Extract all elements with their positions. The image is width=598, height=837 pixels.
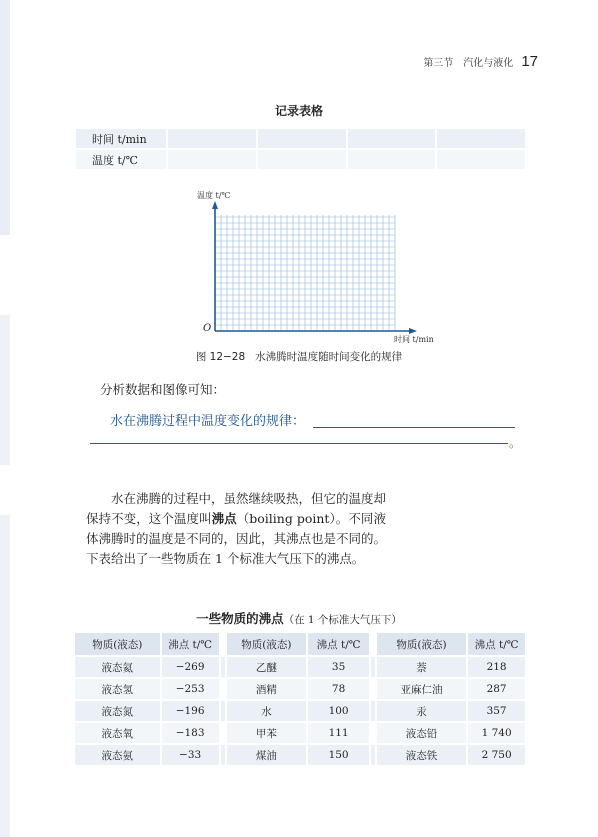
table-row [74, 700, 526, 722]
margin-stripe [0, 315, 10, 465]
body-paragraph [86, 489, 386, 569]
row-label-time: 时间 t/min [75, 128, 167, 149]
section-title: 第三节 汽化与液化 [423, 58, 514, 69]
x-axis-arrow [409, 328, 417, 334]
table-title-note: （在 1 个标准大气压下） [283, 614, 402, 626]
paragraph-text: 水在沸腾的过程中，虽然继续吸热，但它的温度却保持不变，这个温度叫 [86, 491, 387, 526]
figure-number: 图 12−28 [195, 351, 246, 363]
boiling-point-cell: 111 [307, 722, 370, 744]
answer-line[interactable] [313, 427, 515, 428]
record-table-title: 记录表格 [274, 104, 323, 118]
row-label-temperature: 温度 t/℃ [75, 149, 167, 170]
table-title-text: 一些物质的沸点 [196, 611, 284, 626]
col-header-substance: 物质(液态) [376, 632, 467, 656]
substance-cell: 液态氮 [74, 700, 161, 722]
substance-cell: 液态氨 [74, 744, 161, 766]
table-cell[interactable] [257, 149, 347, 170]
record-table [74, 127, 527, 171]
col-header-boiling-point: 沸点 t/℃ [307, 632, 370, 656]
substance-cell: 酒精 [226, 678, 308, 700]
boiling-point-cell: 287 [467, 678, 526, 700]
substance-cell: 液态氧 [74, 722, 161, 744]
paragraph-text: （boiling point）。不同液体沸腾时的温度是不同的，因此，其沸点也是不同的。下表给出了一些物质在 1 个标准大气压下的沸点。 [86, 511, 387, 566]
boiling-point-cell: 1 740 [467, 722, 526, 744]
term-boiling-point: 沸点 [211, 511, 237, 526]
table-cell[interactable] [347, 128, 437, 149]
boiling-point-cell: 218 [467, 656, 526, 678]
running-header [423, 53, 538, 70]
boiling-point-cell: −196 [161, 700, 220, 722]
substance-cell: 汞 [376, 700, 467, 722]
substance-cell: 液态铁 [376, 744, 467, 766]
table-row [75, 149, 526, 170]
table-cell[interactable] [257, 128, 347, 149]
table-cell[interactable] [436, 149, 526, 170]
table-row [74, 678, 526, 700]
substance-cell: 甲苯 [226, 722, 308, 744]
boiling-point-cell: −269 [161, 656, 220, 678]
y-axis-label: 温度 t/℃ [197, 191, 231, 200]
substance-cell: 液态氦 [74, 656, 161, 678]
substance-cell: 煤油 [226, 744, 308, 766]
boiling-point-cell: 100 [307, 700, 370, 722]
grid-lines [215, 215, 395, 331]
substance-cell: 液态铅 [376, 722, 467, 744]
table-header-row [74, 632, 526, 656]
rule-prompt: 水在沸腾过程中温度变化的规律： [110, 414, 306, 429]
col-header-boiling-point: 沸点 t/℃ [161, 632, 220, 656]
answer-period: 。 [509, 436, 522, 450]
page-number: 17 [521, 53, 538, 70]
table-row [74, 744, 526, 766]
boiling-point-cell: −33 [161, 744, 220, 766]
table-cell[interactable] [167, 128, 257, 149]
graph-grid [195, 185, 445, 345]
origin-label: O [203, 323, 212, 334]
substance-cell: 乙醚 [226, 656, 308, 678]
figure-caption [0, 349, 598, 364]
boiling-point-cell: 2 750 [467, 744, 526, 766]
x-axis-label: 时间 t/min [394, 335, 434, 344]
substance-cell: 液态氢 [74, 678, 161, 700]
analysis-text: 分析数据和图像可知： [100, 382, 226, 397]
table-cell[interactable] [436, 128, 526, 149]
answer-line[interactable] [90, 443, 508, 444]
substance-cell: 萘 [376, 656, 467, 678]
substance-cell: 水 [226, 700, 308, 722]
table-cell[interactable] [347, 149, 437, 170]
table-row [74, 722, 526, 744]
boiling-point-cell: 78 [307, 678, 370, 700]
boiling-point-table [73, 631, 527, 767]
table-row [74, 656, 526, 678]
boiling-point-cell: 35 [307, 656, 370, 678]
y-axis-arrow [212, 201, 218, 209]
table-row [75, 128, 526, 149]
col-header-boiling-point: 沸点 t/℃ [467, 632, 526, 656]
col-header-substance: 物质(液态) [74, 632, 161, 656]
col-header-substance: 物质(液态) [226, 632, 308, 656]
boiling-point-cell: 357 [467, 700, 526, 722]
boiling-point-cell: −183 [161, 722, 220, 744]
margin-stripe [0, 515, 10, 837]
boiling-point-cell: −253 [161, 678, 220, 700]
figure-caption-text: 水沸腾时温度随时间变化的规律 [255, 351, 403, 363]
boiling-point-cell: 150 [307, 744, 370, 766]
table-cell[interactable] [167, 149, 257, 170]
boiling-table-title [0, 609, 598, 627]
substance-cell: 亚麻仁油 [376, 678, 467, 700]
